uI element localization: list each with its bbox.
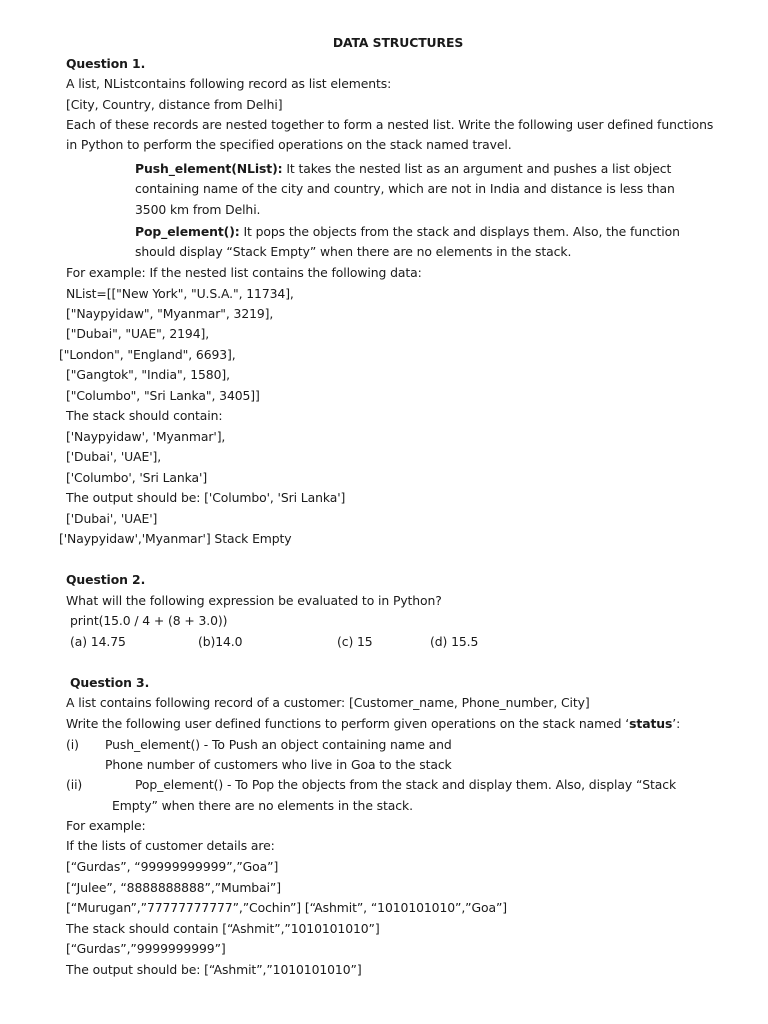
q3-paragraph-2-pre: Write the following user defined functions to perform given operations on the stack named ‘: [66, 716, 630, 731]
q1-push-desc-1: It takes the nested list as an argument and pushes a list object: [282, 161, 672, 176]
q3-example: For example:: [66, 818, 146, 833]
q2-heading: Question 2.: [66, 572, 146, 587]
q1-data-line: ["Gangtok", "India", 1580],: [66, 367, 230, 382]
q1-data-line: ["Dubai", "UAE", 2194],: [66, 326, 210, 341]
q1-paragraph-4: in Python to perform the specified operations on the stack named travel.: [66, 137, 512, 152]
q2-paragraph-1: What will the following expression be evaluated to in Python?: [66, 593, 442, 608]
q1-paragraph-3: Each of these records are nested together to form a nested list. Write the following user defined functions: [66, 117, 714, 132]
q1-data-line: ["Naypyidaw", "Myanmar", 3219],: [66, 306, 274, 321]
q1-example-intro: For example: If the nested list contains the following data:: [66, 265, 422, 280]
q1-output-line: ['Dubai', 'UAE']: [66, 511, 158, 526]
q3-lists-intro: If the lists of customer details are:: [66, 838, 275, 853]
q1-paragraph-1: A list, NListcontains following record as list elements:: [66, 76, 392, 91]
q1-push-line-1: [135, 161, 671, 177]
q1-data-line: ["Columbo", "Sri Lanka", 3405]]: [66, 388, 260, 403]
q1-stack-line: ['Columbo', 'Sri Lanka']: [66, 470, 208, 485]
q3-item-ii-text-2: Empty” when there are no elements in the stack.: [112, 798, 413, 813]
q1-output-line: ['Naypyidaw','Myanmar'] Stack Empty: [59, 531, 292, 546]
q3-item-ii-number: (ii): [66, 777, 83, 792]
q1-stack-intro: The stack should contain:: [66, 408, 223, 423]
q1-heading: Question 1.: [66, 56, 146, 71]
q1-push-label: Push_element(NList):: [135, 161, 283, 176]
q1-pop-desc-2: should display “Stack Empty” when there are no elements in the stack.: [135, 244, 572, 259]
q3-list-line: [“Gurdas”, “99999999999”,”Goa”]: [66, 859, 279, 874]
q1-data-line: NList=[["New York", "U.S.A.", 11734],: [66, 286, 294, 301]
q3-item-ii-text-1: Pop_element() - To Pop the objects from the stack and display them. Also, display “Stack: [135, 777, 677, 792]
q1-stack-line: ['Naypyidaw', 'Myanmar'],: [66, 429, 226, 444]
q1-output-line: The output should be: ['Columbo', 'Sri Lanka']: [66, 490, 346, 505]
q2-option-b: (b)14.0: [198, 634, 243, 649]
q3-stack-line: The stack should contain [“Ashmit”,”1010101010”]: [66, 921, 380, 936]
q1-push-desc-3: 3500 km from Delhi.: [135, 202, 261, 217]
q1-pop-desc-1: It pops the objects from the stack and displays them. Also, the function: [239, 224, 680, 239]
q3-list-line: [“Murugan”,”77777777777”,”Cochin”] [“Ashmit”, “1010101010”,”Goa”]: [66, 900, 508, 915]
q3-heading: Question 3.: [70, 675, 150, 690]
q3-output: The output should be: [“Ashmit”,”1010101010”]: [66, 962, 362, 977]
q1-pop-label: Pop_element():: [135, 224, 240, 239]
q3-stack-name: status: [629, 716, 673, 731]
q3-paragraph-2-post: ’:: [672, 716, 681, 731]
q3-item-i-text-1: Push_element() - To Push an object containing name and: [105, 737, 452, 752]
q2-expression: print(15.0 / 4 + (8 + 3.0)): [70, 613, 228, 628]
q2-option-a: (a) 14.75: [70, 634, 126, 649]
q3-stack-line: [“Gurdas”,”9999999999”]: [66, 941, 226, 956]
q1-push-desc-2: containing name of the city and country, which are not in India and distance is less than: [135, 181, 675, 196]
q1-data-line: ["London", "England", 6693],: [59, 347, 236, 362]
q3-item-i-text-2: Phone number of customers who live in Goa to the stack: [105, 757, 452, 772]
q2-option-c: (c) 15: [337, 634, 373, 649]
q3-paragraph-1: A list contains following record of a customer: [Customer_name, Phone_number, City]: [66, 695, 590, 710]
q3-paragraph-2: [66, 716, 680, 732]
q1-stack-line: ['Dubai', 'UAE'],: [66, 449, 162, 464]
q2-option-d: (d) 15.5: [430, 634, 479, 649]
q1-paragraph-2: [City, Country, distance from Delhi]: [66, 97, 283, 112]
q3-list-line: [“Julee”, “8888888888”,”Mumbai”]: [66, 880, 281, 895]
document-title: DATA STRUCTURES: [332, 35, 464, 50]
q1-pop-line-1: [135, 224, 680, 240]
q3-item-i-number: (i): [66, 737, 79, 752]
